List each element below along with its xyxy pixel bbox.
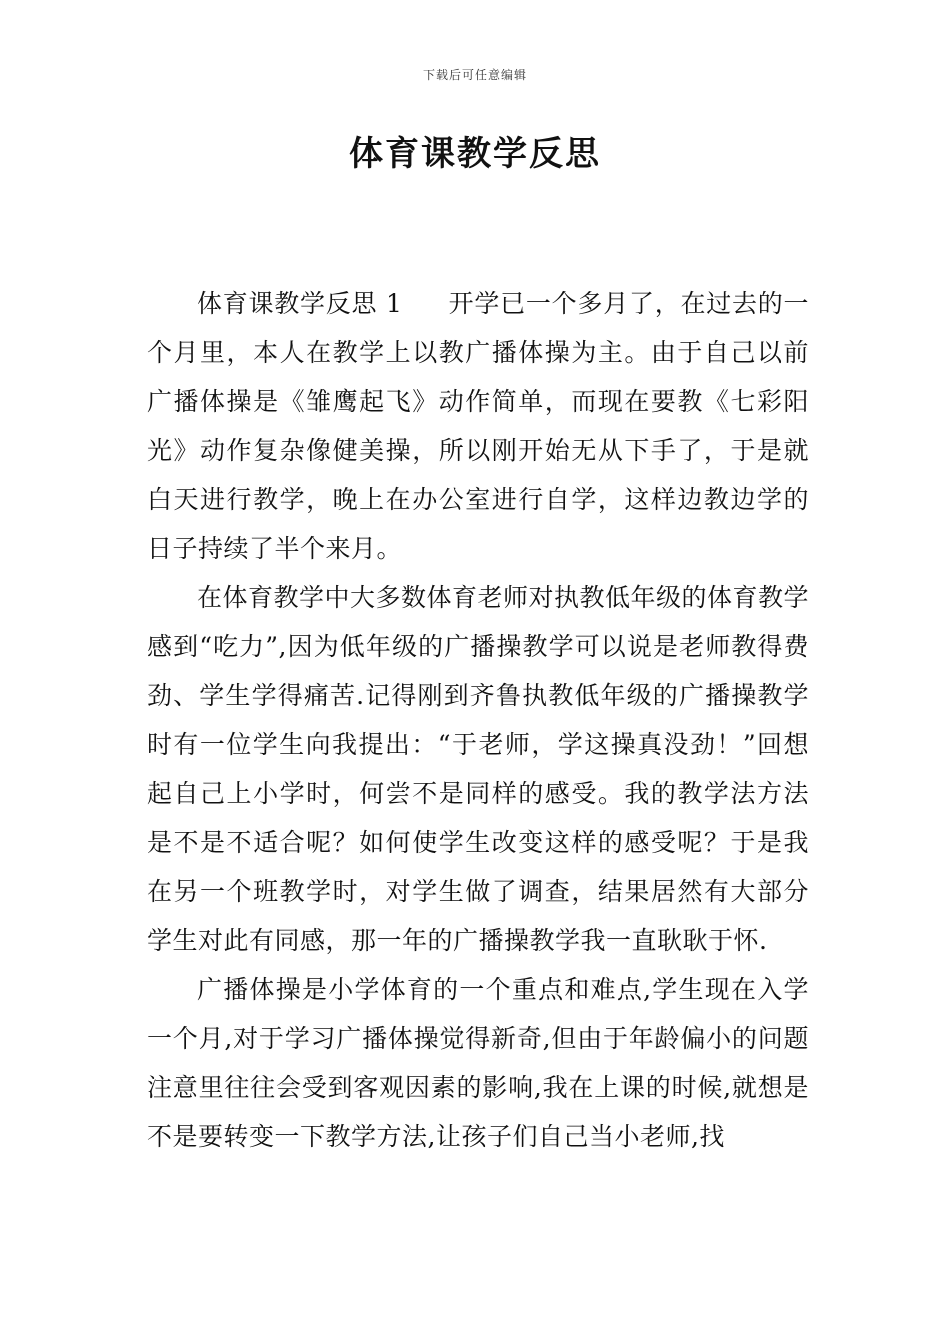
header-note: 下载后可任意编辑 [422,68,527,82]
paragraph-3: 广播体操是小学体育的一个重点和难点,学生现在入学一个月,对于学习广播体操觉得新奇,但由于年龄偏小的问题注意里往往会受到客观因素的影响,我在上课的时候,就想是不是要转变一下教学方法,让孩子们自己当小老师,找 [147,975,809,1151]
paragraph-1-lead: 体育课教学反思 1 [197,289,403,318]
paragraph-1-text: 开学已一个多月了，在过去的一个月里，本人在教学上以教广播体操为主。由于自己以前广播体操是《雏鹰起飞》动作简单，而现在要教《七彩阳光》动作复杂像健美操，所以刚开始无从下手了，于是就白天进行教学，晚上在办公室进行自学，这样边教边学的日子持续了半个来月。 [147,289,809,563]
document-body [147,279,809,1161]
paragraph-2: 在体育教学中大多数体育老师对执教低年级的体育教学感到“吃力”,因为低年级的广播操教学可以说是老师教得费劲、学生学得痛苦.记得刚到齐鲁执教低年级的广播操教学时有一位学生向我提出：“于老师，学这操真没劲！”回想起自己上小学时，何尝不是同样的感受。我的教学法方法是不是不适合呢？如何使学生改变这样的感受呢？于是我在另一个班教学时，对学生做了调查，结果居然有大部分学生对此有同感，那一年的广播操教学我一直耿耿于怀. [147,583,810,955]
document-title: 体育课教学反思 [349,134,601,174]
paragraph-1 [147,279,809,573]
